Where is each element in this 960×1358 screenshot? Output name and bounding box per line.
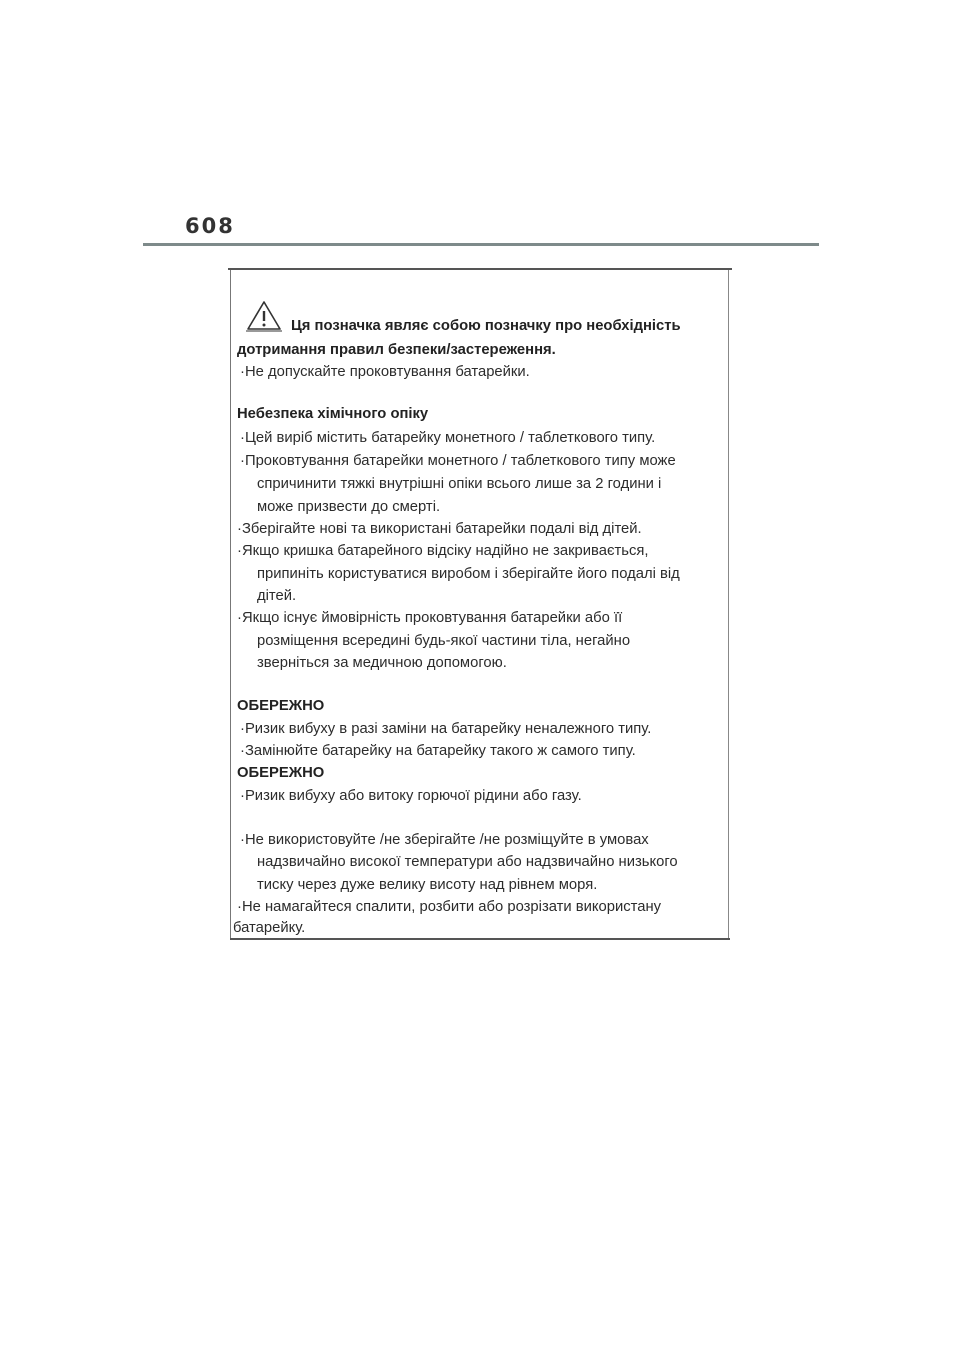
- notice-bullet: · Не використовуйте /не зберігайте /не розміщуйте в умовах: [240, 830, 649, 850]
- notice-bullet-continuation: спричинити тяжкі внутрішні опіки всього лише за 2 години і: [257, 476, 662, 492]
- notice-bullet: · Ризик вибуху в разі заміни на батарейку неналежного типу.: [240, 719, 651, 739]
- notice-bullet-continuation: розміщення всередині будь-якої частини тіла, негайно: [257, 633, 631, 649]
- notice-bullet: · Цей виріб містить батарейку монетного / таблеткового типу.: [240, 428, 655, 448]
- notice-bullet: · Якщо кришка батарейного відсіку надійно не закривається,: [237, 541, 649, 561]
- notice-bullet: · Замінюйте батарейку на батарейку такого ж самого типу.: [240, 741, 636, 761]
- notice-bullet: · Ризик вибуху або витоку горючої рідини або газу.: [240, 786, 582, 806]
- notice-bullet-continuation: надзвичайно високої температури або надзвичайно низького: [257, 854, 678, 870]
- notice-bullet: · Якщо існує ймовірність проковтування батарейки або її: [237, 608, 622, 628]
- notice-top-rule: [228, 268, 732, 270]
- notice-bottom-rule: [230, 938, 730, 940]
- notice-bullet-continuation: тиску через дуже велику висоту над рівнем моря.: [257, 877, 598, 893]
- notice-intro-line-2: дотримання правил безпеки/застереження.: [237, 342, 556, 358]
- notice-intro-line-1: Ця позначка являє собою позначку про необхідність: [291, 318, 681, 334]
- notice-bullet: · Зберігайте нові та використані батарейки подалі від дітей.: [237, 519, 642, 539]
- warning-triangle-icon: [246, 300, 282, 332]
- notice-bullet-continuation: припиніть користуватися виробом і зберігайте його подалі від: [257, 566, 680, 582]
- header-rule: [143, 243, 819, 246]
- notice-bullet-continuation: дітей.: [257, 588, 297, 604]
- notice-bullet: · Не намагайтеся спалити, розбити або розрізати використану: [237, 897, 661, 917]
- notice-bullet-continuation: зверніться за медичною допомогою.: [257, 655, 507, 671]
- notice-bullet: · Не допускайте проковтування батарейки.: [240, 362, 530, 382]
- page-number: 608: [185, 214, 235, 238]
- section-heading-caution: ОБЕРЕЖНО: [237, 698, 325, 714]
- notice-bullet: · Проковтування батарейки монетного / таблеткового типу може: [240, 451, 676, 471]
- notice-bullet-continuation: може призвести до смерті.: [257, 499, 441, 515]
- section-heading-chemical-burn: Небезпека хімічного опіку: [237, 406, 429, 422]
- notice-bullet-continuation: батарейку.: [233, 920, 306, 936]
- section-heading-caution: ОБЕРЕЖНО: [237, 765, 325, 781]
